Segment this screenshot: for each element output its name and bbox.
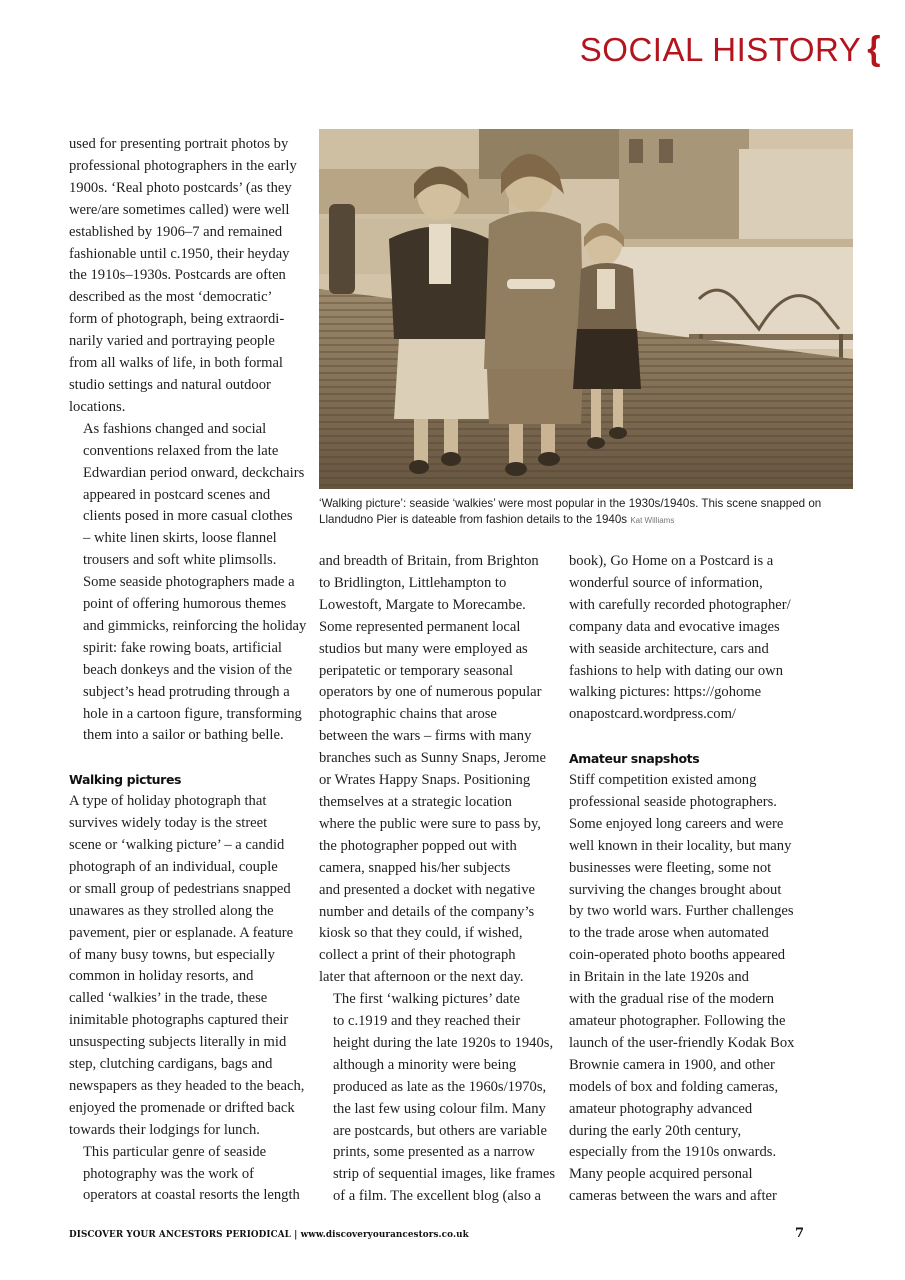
text-line: common in holiday resorts, and xyxy=(69,968,254,985)
paragraph xyxy=(569,770,819,1208)
article-column-1 xyxy=(69,134,309,1207)
text-line: photographic chains that arose xyxy=(319,706,497,723)
text-line: coin-operated photo booths appeared xyxy=(569,947,785,964)
text-line: wonderful source of information, xyxy=(569,574,763,591)
section-title: SOCIAL HISTORY xyxy=(579,30,862,68)
text-line: book), Go Home on a Postcard is a xyxy=(569,553,774,569)
text-line: fashions to help with dating our own xyxy=(569,662,784,679)
photo-credit: Kat Williams xyxy=(630,516,675,525)
text-line: surviving the changes brought about xyxy=(569,881,782,898)
text-line: the photographer popped out with xyxy=(319,837,517,854)
article-column-2 xyxy=(319,551,559,1208)
text-line: the last few using colour film. Many xyxy=(333,1100,546,1117)
text-line: although a minority were being xyxy=(333,1056,517,1073)
text-line: during the early 20th century, xyxy=(569,1122,742,1139)
text-line: with carefully recorded photographer/ xyxy=(569,596,791,613)
text-line: Edwardian period onward, deckchairs xyxy=(83,464,305,481)
text-line: collect a print of their photograph xyxy=(319,947,516,964)
text-line: Many people acquired personal xyxy=(569,1166,753,1183)
text-line: conventions relaxed from the late xyxy=(83,442,279,459)
paragraph xyxy=(69,791,309,1142)
text-line: described as the most ‘democratic’ xyxy=(69,289,273,306)
text-line: enjoyed the promenade or drifted back xyxy=(69,1099,295,1116)
text-line: professional seaside photographers. xyxy=(569,793,777,810)
text-line: subject’s head protruding through a xyxy=(83,683,290,700)
text-line: unawares as they strolled along the xyxy=(69,902,274,919)
text-line: survives widely today is the street xyxy=(69,815,268,832)
text-line: strip of sequential images, like frames xyxy=(333,1166,556,1183)
text-line: amateur photographer. Following the xyxy=(569,1013,786,1030)
text-line: later that afternoon or the next day. xyxy=(319,969,524,986)
paragraph xyxy=(69,1142,309,1208)
text-line: spirit: fake rowing boats, artificial xyxy=(83,639,282,656)
page-number: 7 xyxy=(794,1226,804,1241)
text-line: with seaside architecture, cars and xyxy=(569,640,769,657)
text-line: clients posed in more casual clothes xyxy=(83,508,293,525)
text-line: are postcards, but others are variable xyxy=(333,1122,547,1139)
text-line: to c.1919 and they reached their xyxy=(333,1013,521,1030)
text-line: walking pictures: https://gohome xyxy=(569,684,762,701)
text-line: height during the late 1920s to 1940s, xyxy=(333,1034,554,1051)
text-line: Brownie camera in 1900, and other xyxy=(569,1056,775,1073)
text-line: between the wars – firms with many xyxy=(319,728,532,745)
text-line: beach donkeys and the vision of the xyxy=(83,661,293,678)
text-line: in Britain in the late 1920s and xyxy=(569,969,749,986)
text-line: launch of the user-friendly Kodak Box xyxy=(569,1034,795,1051)
article-column-3 xyxy=(569,551,819,1208)
paragraph xyxy=(69,419,309,748)
text-line: studio settings and natural outdoor xyxy=(69,376,271,393)
text-line: photography was the work of xyxy=(83,1165,255,1182)
text-line: Some enjoyed long careers and were xyxy=(569,815,784,832)
text-line: of many busy towns, but especially xyxy=(69,946,275,963)
text-line: fashionable until c.1950, their heyday xyxy=(69,245,290,262)
text-line: cameras between the wars and after xyxy=(569,1188,777,1205)
text-line: Lowestoft, Margate to Morecambe. xyxy=(319,596,526,613)
text-line: of a film. The excellent blog (also a xyxy=(333,1188,542,1205)
text-line: used for presenting portrait photos by xyxy=(69,136,289,152)
publication-name: DISCOVER YOUR ANCESTORS PERIODICAL xyxy=(69,1230,291,1240)
text-line: Some seaside photographers made a xyxy=(83,574,295,591)
text-line: from all walks of life, in both formal xyxy=(69,355,283,372)
text-line: photograph of an individual, couple xyxy=(69,858,278,875)
text-line: branches such as Sunny Snaps, Jerome xyxy=(319,750,546,767)
text-line: and breadth of Britain, from Brighton xyxy=(319,553,539,569)
text-line: professional photographers in the early xyxy=(69,157,297,174)
text-line: inimitable photographs captured their xyxy=(69,1012,289,1029)
text-line: amateur photography advanced xyxy=(569,1100,753,1117)
text-line: models of box and folding cameras, xyxy=(569,1078,779,1095)
text-line: established by 1906–7 and remained xyxy=(69,223,283,240)
text-line: kiosk so that they could, if wished, xyxy=(319,925,523,942)
footer-publication xyxy=(69,1230,469,1240)
text-line: appeared in postcard scenes and xyxy=(83,486,271,503)
text-line: to Bridlington, Littlehampton to xyxy=(319,574,507,591)
text-line: camera, snapped his/her subjects xyxy=(319,859,511,876)
text-line: and presented a docket with negative xyxy=(319,881,535,898)
text-line: A type of holiday photograph that xyxy=(69,793,267,810)
walking-picture-photo xyxy=(319,129,853,489)
text-line: onapostcard.wordpress.com/ xyxy=(569,706,736,723)
paragraph xyxy=(569,551,819,726)
text-line: This particular genre of seaside xyxy=(83,1143,267,1160)
text-line: to the trade arose when automated xyxy=(569,925,769,942)
text-line: form of photograph, being extraordi- xyxy=(69,311,285,328)
text-line: or small group of pedestrians snapped xyxy=(69,880,291,897)
subheading-amateur-snapshots: Amateur snapshots xyxy=(569,751,700,767)
text-line: or Wrates Happy Snaps. Positioning xyxy=(319,772,531,789)
text-line: pavement, pier or esplanade. A feature xyxy=(69,924,294,941)
footer-separator: | xyxy=(294,1230,298,1240)
text-line: by two world wars. Further challenges xyxy=(569,903,794,920)
photo-caption xyxy=(319,496,859,529)
text-line: called ‘walkies’ in the trade, these xyxy=(69,990,268,1007)
text-line: trousers and soft white plimsolls. xyxy=(83,552,277,569)
text-line: peripatetic or temporary seasonal xyxy=(319,662,514,679)
paragraph xyxy=(319,551,559,989)
text-line: As fashions changed and social xyxy=(83,420,267,437)
text-line: hole in a cartoon figure, transforming xyxy=(83,705,302,722)
text-line: prints, some presented as a narrow xyxy=(333,1144,535,1161)
text-line: them into a sailor or bathing belle. xyxy=(83,727,284,744)
page-footer xyxy=(69,1226,804,1241)
text-line: businesses were fleeting, some not xyxy=(569,859,772,876)
text-line: operators by one of numerous popular xyxy=(319,684,542,701)
paragraph xyxy=(319,989,559,1208)
text-line: – white linen skirts, loose flannel xyxy=(83,530,277,547)
text-line: towards their lodgings for lunch. xyxy=(69,1121,260,1138)
text-line: especially from the 1910s onwards. xyxy=(569,1144,777,1161)
text-line: step, clutching cardigans, bags and xyxy=(69,1056,273,1073)
text-line: narily varied and portraying people xyxy=(69,333,275,350)
text-line: well known in their locality, but many xyxy=(569,837,792,854)
text-line: themselves at a strategic location xyxy=(319,793,512,810)
subheading-walking-pictures: Walking pictures xyxy=(69,772,182,788)
text-line: Stiff competition existed among xyxy=(569,772,757,789)
text-line: locations. xyxy=(69,398,126,415)
text-line: The first ‘walking pictures’ date xyxy=(333,991,520,1008)
text-line: company data and evocative images xyxy=(569,618,780,635)
caption-text: ‘Walking picture’: seaside ‘walkies’ were most popular in the 1930s/1940s. This scene snapped on Llandudno Pier is dateable from fashion details to the 1940s xyxy=(319,497,822,526)
section-header xyxy=(580,30,881,69)
text-line: 1900s. ‘Real photo postcards’ (as they xyxy=(69,179,292,196)
text-line: operators at coastal resorts the length xyxy=(83,1187,300,1204)
text-line: and gimmicks, reinforcing the holiday xyxy=(83,617,307,634)
text-line: produced as late as the 1960s/1970s, xyxy=(333,1078,547,1095)
text-line: scene or ‘walking picture’ – a candid xyxy=(69,836,285,853)
text-line: studios but many were employed as xyxy=(319,640,528,657)
text-line: with the gradual rise of the modern xyxy=(569,991,775,1008)
text-line: Some represented permanent local xyxy=(319,618,521,635)
text-line: newspapers as they headed to the beach, xyxy=(69,1077,305,1094)
text-line: where the public were sure to pass by, xyxy=(319,815,541,832)
text-line: point of offering humorous themes xyxy=(83,596,287,613)
publication-url[interactable]: www.discoveryourancestors.co.uk xyxy=(300,1230,469,1240)
text-line: number and details of the company’s xyxy=(319,903,535,920)
paragraph xyxy=(69,134,309,419)
text-line: were/are sometimes called) were well xyxy=(69,201,290,218)
brace-icon: { xyxy=(867,30,881,68)
text-line: the 1910s–1930s. Postcards are often xyxy=(69,267,286,284)
text-line: unsuspecting subjects literally in mid xyxy=(69,1034,287,1051)
